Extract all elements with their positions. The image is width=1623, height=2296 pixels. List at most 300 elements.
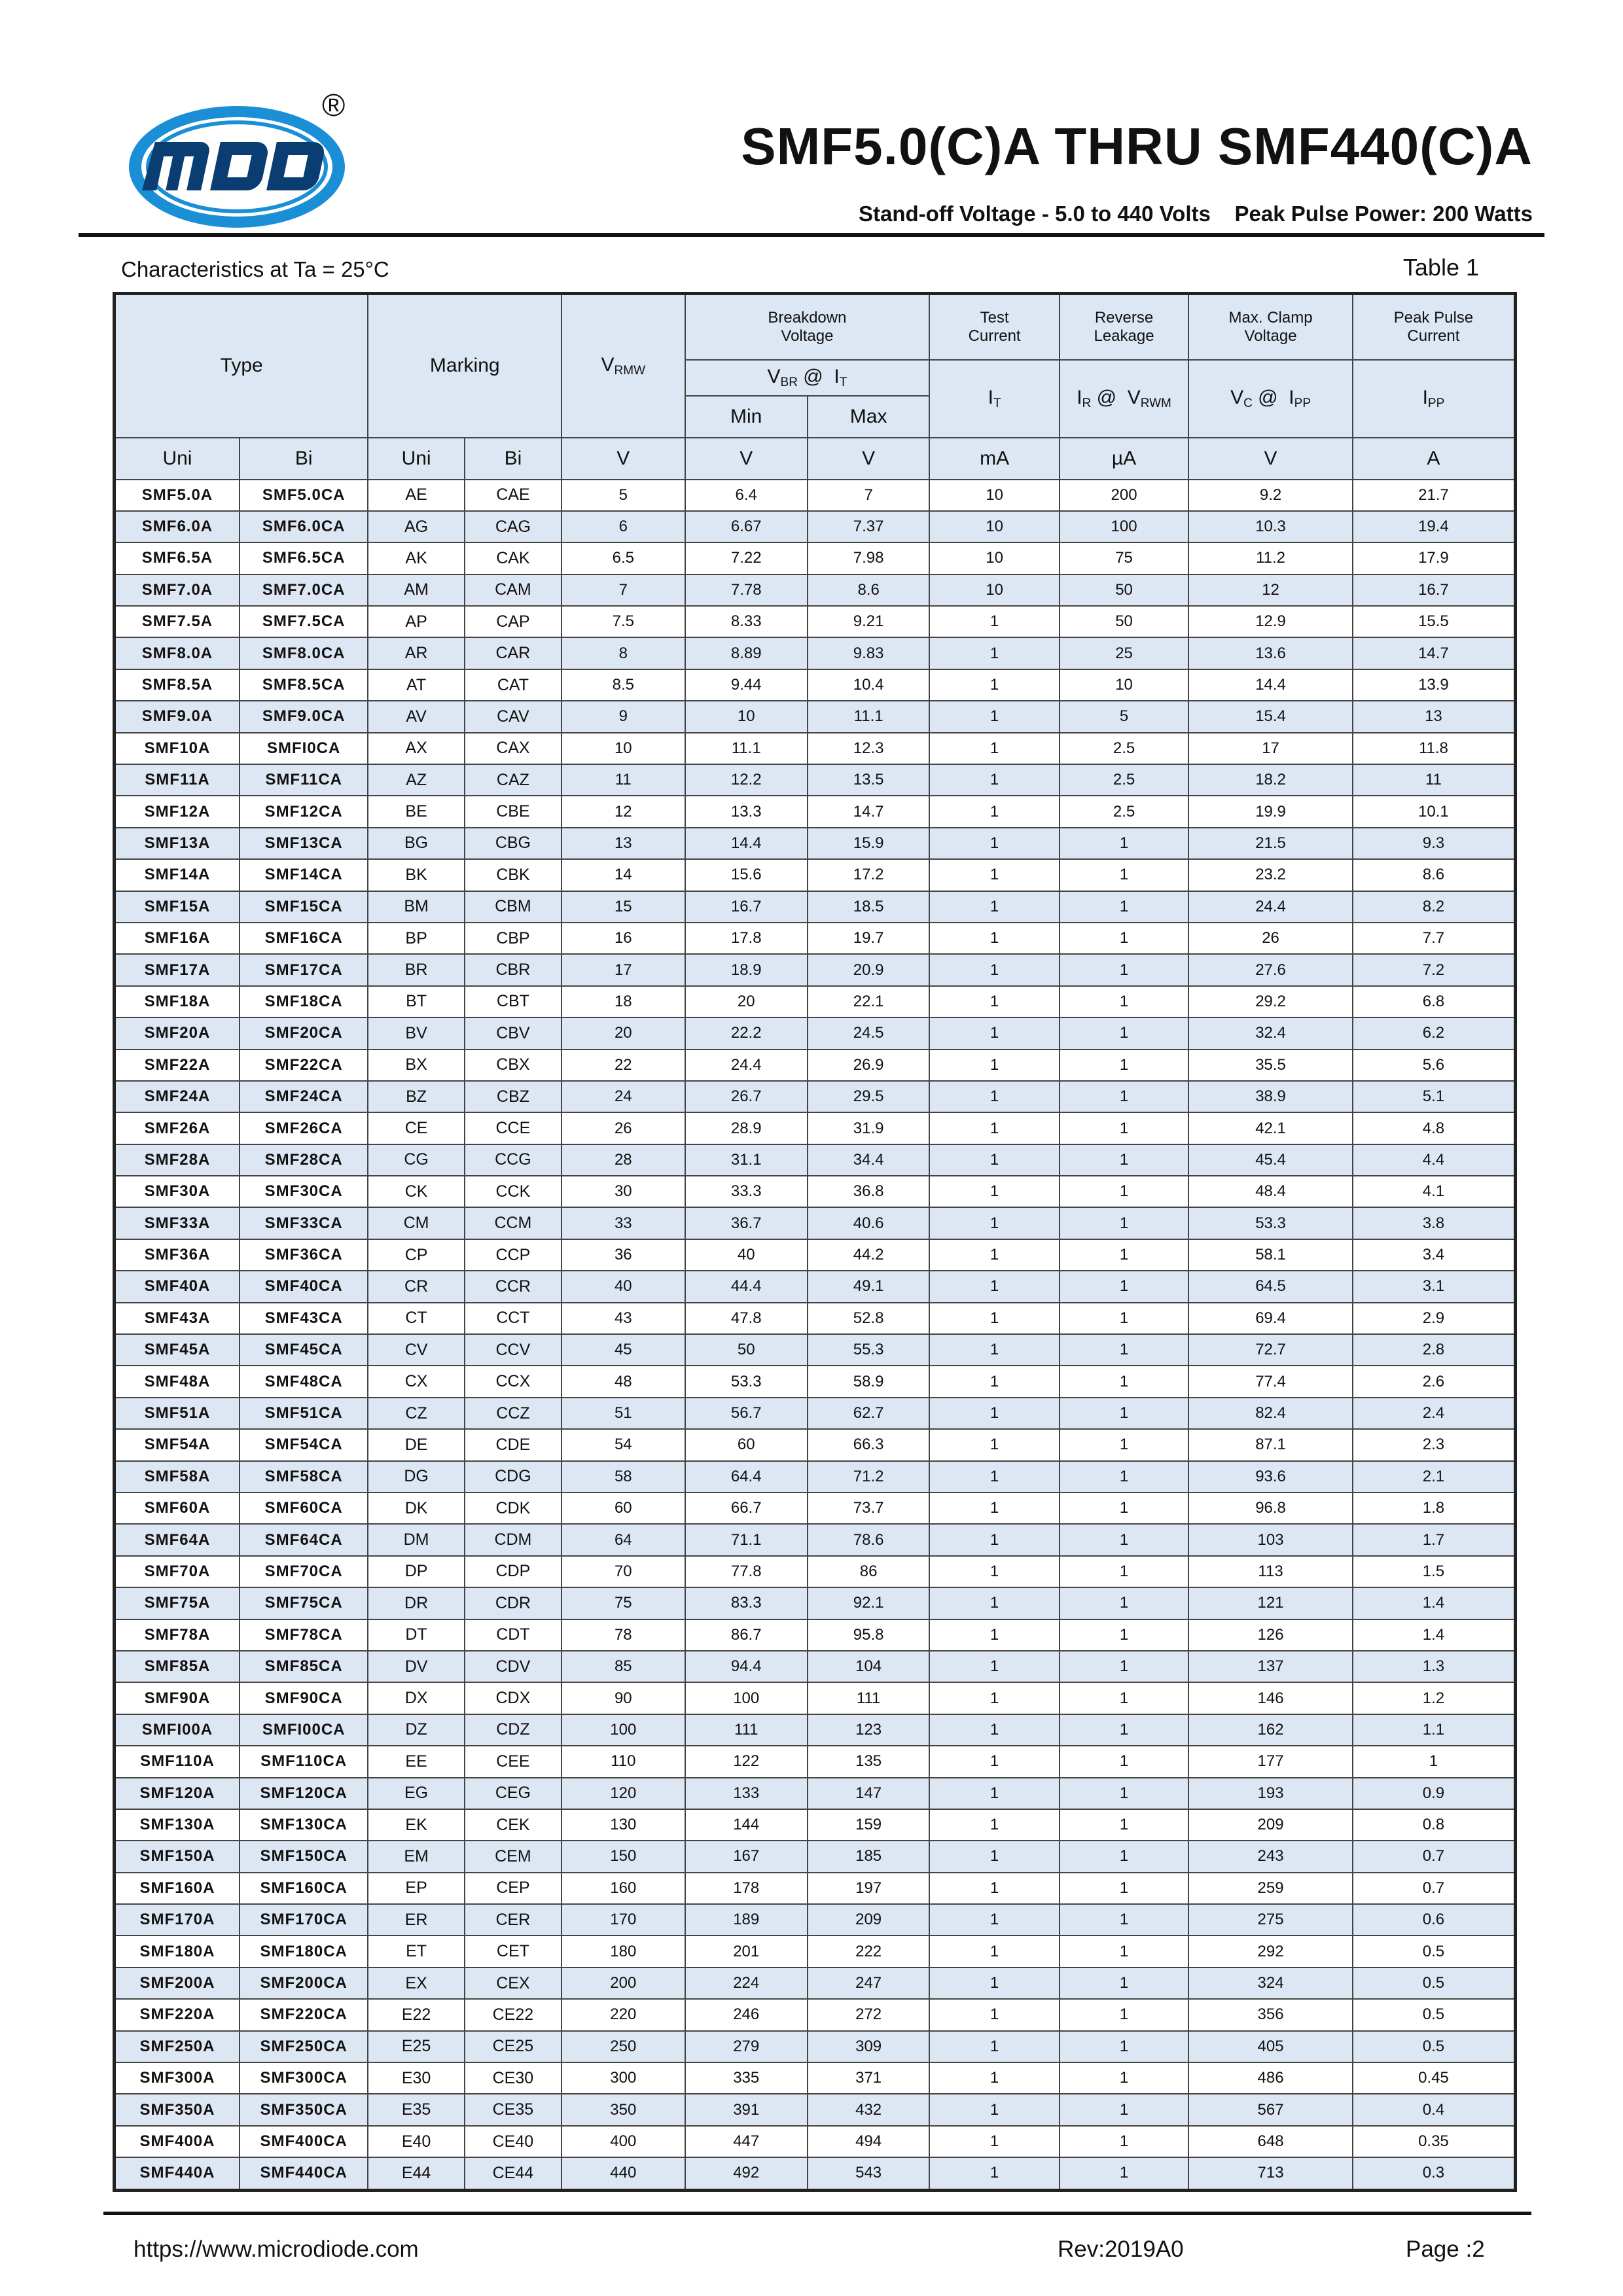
cell-marking-bi: CEK — [465, 1809, 562, 1841]
cell-type-bi: SMF150CA — [240, 1841, 368, 1872]
cell-vbr-min: 8.89 — [685, 637, 808, 669]
cell-marking-bi: CAE — [465, 480, 562, 511]
col-ir-at-vrwm — [1060, 360, 1188, 438]
table-row — [115, 2126, 1516, 2157]
cell-ipp: 1 — [1353, 1746, 1516, 1777]
table-row — [115, 1271, 1516, 1302]
cell-vc: 42.1 — [1188, 1112, 1353, 1144]
unit-uni-marking: Uni — [368, 438, 464, 480]
cell-ipp: 13.9 — [1353, 669, 1516, 701]
unit-vbr-min: V — [685, 438, 808, 480]
cell-vc: 259 — [1188, 1873, 1353, 1904]
table-row — [115, 1651, 1516, 1682]
header-divider — [79, 233, 1544, 237]
cell-it: 1 — [929, 1144, 1059, 1176]
cell-marking-uni: BT — [368, 986, 464, 1017]
col-it — [929, 360, 1059, 438]
cell-it: 1 — [929, 1809, 1059, 1841]
cell-vbr-min: 6.67 — [685, 511, 808, 542]
cell-vrmw: 170 — [562, 1904, 685, 1935]
cell-ipp: 2.1 — [1353, 1461, 1516, 1492]
cell-ir: 1 — [1060, 1968, 1188, 1999]
cell-marking-bi: CAP — [465, 606, 562, 637]
cell-ipp: 17.9 — [1353, 542, 1516, 574]
cell-ir: 1 — [1060, 1524, 1188, 1555]
col-peak-pulse-current: Peak Pulse Current — [1353, 294, 1516, 360]
cell-vbr-max: 73.7 — [808, 1492, 929, 1524]
cell-vrmw: 350 — [562, 2094, 685, 2125]
cell-vbr-min: 17.8 — [685, 923, 808, 954]
cell-vbr-min: 15.6 — [685, 859, 808, 891]
cell-ipp: 2.9 — [1353, 1303, 1516, 1334]
cell-ipp: 0.35 — [1353, 2126, 1516, 2157]
cell-type-bi: SMF7.5CA — [240, 606, 368, 637]
cell-marking-uni: DG — [368, 1461, 464, 1492]
cell-type-uni: SMF51A — [115, 1398, 240, 1429]
cell-type-bi: SMF40CA — [240, 1271, 368, 1302]
cell-marking-uni: DZ — [368, 1714, 464, 1746]
cell-vbr-min: 7.22 — [685, 542, 808, 574]
table-row — [115, 2157, 1516, 2190]
cell-it: 1 — [929, 1429, 1059, 1460]
cell-type-bi: SMF250CA — [240, 2031, 368, 2062]
cell-vc: 45.4 — [1188, 1144, 1353, 1176]
cell-vrmw: 160 — [562, 1873, 685, 1904]
cell-type-uni: SMF58A — [115, 1461, 240, 1492]
cell-type-bi: SMF160CA — [240, 1873, 368, 1904]
table-row — [115, 954, 1516, 985]
cell-vrmw: 7 — [562, 574, 685, 606]
cell-vrmw: 40 — [562, 1271, 685, 1302]
cell-marking-bi: CEP — [465, 1873, 562, 1904]
cell-marking-uni: E44 — [368, 2157, 464, 2190]
cell-marking-uni: CV — [368, 1334, 464, 1366]
cell-marking-bi: CAK — [465, 542, 562, 574]
cell-marking-bi: CE22 — [465, 1999, 562, 2030]
cell-it: 1 — [929, 1904, 1059, 1935]
cell-vrmw: 17 — [562, 954, 685, 985]
cell-vbr-min: 246 — [685, 1999, 808, 2030]
table-caption: Characteristics at Ta = 25°C — [121, 257, 389, 281]
cell-vc: 24.4 — [1188, 891, 1353, 923]
cell-ipp: 8.2 — [1353, 891, 1516, 923]
cell-marking-uni: BE — [368, 796, 464, 827]
cell-marking-uni: E40 — [368, 2126, 464, 2157]
cell-vrmw: 6 — [562, 511, 685, 542]
cell-marking-bi: CEE — [465, 1746, 562, 1777]
cell-marking-bi: CE30 — [465, 2062, 562, 2094]
cell-type-uni: SMF60A — [115, 1492, 240, 1524]
cell-vbr-min: 447 — [685, 2126, 808, 2157]
vrmw-symbol: V — [601, 353, 615, 376]
table-row — [115, 1999, 1516, 2030]
cell-marking-uni: EE — [368, 1746, 464, 1777]
cell-vbr-min: 56.7 — [685, 1398, 808, 1429]
cell-type-uni: SMF15A — [115, 891, 240, 923]
table-row — [115, 1207, 1516, 1239]
cell-ipp: 5.6 — [1353, 1050, 1516, 1081]
cell-ir: 1 — [1060, 1366, 1188, 1397]
cell-vbr-min: 18.9 — [685, 954, 808, 985]
cell-vbr-min: 201 — [685, 1935, 808, 1967]
unit-ir: µA — [1060, 438, 1188, 480]
cell-it: 1 — [929, 1050, 1059, 1081]
cell-marking-uni: DR — [368, 1587, 464, 1619]
col-breakdown-voltage: Breakdown Voltage — [685, 294, 930, 360]
cell-marking-uni: DX — [368, 1682, 464, 1714]
cell-vrmw: 48 — [562, 1366, 685, 1397]
cell-it: 1 — [929, 1935, 1059, 1967]
table-row — [115, 480, 1516, 511]
col-marking: Marking — [368, 294, 562, 438]
vc-ipp-subscript: PP — [1294, 396, 1311, 410]
cell-it: 1 — [929, 764, 1059, 796]
table-row — [115, 1461, 1516, 1492]
cell-type-bi: SMFI00CA — [240, 1714, 368, 1746]
cell-type-bi: SMF13CA — [240, 828, 368, 859]
cell-it: 10 — [929, 574, 1059, 606]
table-row — [115, 1017, 1516, 1049]
cell-vrmw: 24 — [562, 1081, 685, 1112]
cell-vbr-max: 49.1 — [808, 1271, 929, 1302]
cell-ir: 1 — [1060, 1334, 1188, 1366]
cell-marking-bi: CBE — [465, 796, 562, 827]
cell-marking-bi: CAT — [465, 669, 562, 701]
cell-ir: 1 — [1060, 1429, 1188, 1460]
cell-ir: 1 — [1060, 1935, 1188, 1967]
table-row — [115, 2031, 1516, 2062]
cell-it: 1 — [929, 1651, 1059, 1682]
cell-vbr-min: 24.4 — [685, 1050, 808, 1081]
cell-ir: 1 — [1060, 1651, 1188, 1682]
cell-ir: 1 — [1060, 1081, 1188, 1112]
cell-marking-uni: CZ — [368, 1398, 464, 1429]
cell-it: 1 — [929, 1714, 1059, 1746]
cell-vc: 10.3 — [1188, 511, 1353, 542]
cell-ipp: 13 — [1353, 701, 1516, 732]
cell-marking-uni: EK — [368, 1809, 464, 1841]
cell-ir: 1 — [1060, 2126, 1188, 2157]
cell-vbr-max: 11.1 — [808, 701, 929, 732]
cell-marking-uni: AM — [368, 574, 464, 606]
cell-it: 1 — [929, 923, 1059, 954]
cell-marking-uni: BX — [368, 1050, 464, 1081]
cell-vbr-max: 222 — [808, 1935, 929, 1967]
cell-marking-uni: EG — [368, 1778, 464, 1809]
cell-it: 1 — [929, 1556, 1059, 1587]
cell-vrmw: 26 — [562, 1112, 685, 1144]
cell-vbr-max: 92.1 — [808, 1587, 929, 1619]
cell-ir: 2.5 — [1060, 764, 1188, 796]
cell-type-bi: SMF16CA — [240, 923, 368, 954]
cell-marking-bi: CE40 — [465, 2126, 562, 2157]
col-vbr-at-it — [685, 360, 930, 396]
cell-vbr-min: 22.2 — [685, 1017, 808, 1049]
cell-vbr-max: 78.6 — [808, 1524, 929, 1555]
cell-marking-uni: BV — [368, 1017, 464, 1049]
cell-marking-uni: CX — [368, 1366, 464, 1397]
cell-type-uni: SMF5.0A — [115, 480, 240, 511]
table-row — [115, 1398, 1516, 1429]
cell-ir: 1 — [1060, 1112, 1188, 1144]
cell-ipp: 9.3 — [1353, 828, 1516, 859]
cell-it: 1 — [929, 2094, 1059, 2125]
cell-ipp: 4.4 — [1353, 1144, 1516, 1176]
table-body — [115, 480, 1516, 2191]
cell-vbr-min: 66.7 — [685, 1492, 808, 1524]
cell-ipp: 1.1 — [1353, 1714, 1516, 1746]
cell-vc: 292 — [1188, 1935, 1353, 1967]
cell-ir: 1 — [1060, 1303, 1188, 1334]
cell-vrmw: 85 — [562, 1651, 685, 1682]
cell-vbr-max: 13.5 — [808, 764, 929, 796]
cell-ipp: 0.4 — [1353, 2094, 1516, 2125]
cell-type-bi: SMF6.0CA — [240, 511, 368, 542]
cell-vrmw: 8.5 — [562, 669, 685, 701]
cell-type-uni: SMF11A — [115, 764, 240, 796]
cell-vbr-max: 86 — [808, 1556, 929, 1587]
cell-type-bi: SMF5.0CA — [240, 480, 368, 511]
cell-vc: 87.1 — [1188, 1429, 1353, 1460]
registered-mark: ® — [322, 88, 346, 123]
cell-type-uni: SMF6.0A — [115, 511, 240, 542]
cell-type-bi: SMF28CA — [240, 1144, 368, 1176]
cell-ipp: 16.7 — [1353, 574, 1516, 606]
cell-vc: 15.4 — [1188, 701, 1353, 732]
cell-vc: 58.1 — [1188, 1239, 1353, 1271]
cell-type-uni: SMF16A — [115, 923, 240, 954]
cell-ipp: 0.9 — [1353, 1778, 1516, 1809]
cell-type-bi: SMF20CA — [240, 1017, 368, 1049]
cell-vrmw: 45 — [562, 1334, 685, 1366]
cell-ir: 50 — [1060, 574, 1188, 606]
cell-type-uni: SMF64A — [115, 1524, 240, 1555]
cell-ir: 1 — [1060, 1398, 1188, 1429]
cell-vc: 405 — [1188, 2031, 1353, 2062]
cell-marking-bi: CBP — [465, 923, 562, 954]
cell-it: 1 — [929, 1841, 1059, 1872]
cell-marking-bi: CE44 — [465, 2157, 562, 2190]
cell-vc: 53.3 — [1188, 1207, 1353, 1239]
cell-vbr-min: 279 — [685, 2031, 808, 2062]
cell-type-uni: SMF120A — [115, 1778, 240, 1809]
cell-vbr-min: 391 — [685, 2094, 808, 2125]
cell-it: 1 — [929, 1334, 1059, 1366]
cell-marking-uni: CP — [368, 1239, 464, 1271]
cell-vbr-max: 247 — [808, 1968, 929, 1999]
cell-ir: 1 — [1060, 1999, 1188, 2030]
cell-it: 10 — [929, 542, 1059, 574]
cell-ir: 10 — [1060, 669, 1188, 701]
cell-type-uni: SMF8.5A — [115, 669, 240, 701]
cell-vbr-min: 189 — [685, 1904, 808, 1935]
cell-vbr-min: 8.33 — [685, 606, 808, 637]
cell-vbr-min: 40 — [685, 1239, 808, 1271]
cell-ipp: 2.4 — [1353, 1398, 1516, 1429]
cell-marking-uni: AG — [368, 511, 464, 542]
cell-it: 1 — [929, 1587, 1059, 1619]
vrmw-subscript: RMW — [614, 363, 646, 378]
cell-marking-uni: AE — [368, 480, 464, 511]
cell-type-uni: SMF14A — [115, 859, 240, 891]
cell-it: 1 — [929, 1968, 1059, 1999]
cell-vc: 13.6 — [1188, 637, 1353, 669]
table-row — [115, 733, 1516, 764]
cell-marking-uni: BP — [368, 923, 464, 954]
table-row — [115, 986, 1516, 1017]
cell-type-bi: SMF43CA — [240, 1303, 368, 1334]
cell-ipp: 15.5 — [1353, 606, 1516, 637]
cell-vbr-max: 19.7 — [808, 923, 929, 954]
cell-marking-uni: BR — [368, 954, 464, 985]
cell-vbr-max: 272 — [808, 1999, 929, 2030]
cell-vbr-min: 44.4 — [685, 1271, 808, 1302]
ipp-subscript: PP — [1427, 396, 1445, 410]
table-row — [115, 1303, 1516, 1334]
cell-vbr-max: 95.8 — [808, 1619, 929, 1651]
cell-marking-bi: CER — [465, 1904, 562, 1935]
cell-it: 1 — [929, 828, 1059, 859]
table-row — [115, 1778, 1516, 1809]
cell-marking-bi: CDK — [465, 1492, 562, 1524]
cell-ipp: 0.3 — [1353, 2157, 1516, 2190]
col-vc-at-ipp — [1188, 360, 1353, 438]
cell-it: 1 — [929, 954, 1059, 985]
cell-marking-bi: CDP — [465, 1556, 562, 1587]
cell-ir: 5 — [1060, 701, 1188, 732]
cell-vc: 126 — [1188, 1619, 1353, 1651]
cell-type-uni: SMF110A — [115, 1746, 240, 1777]
cell-marking-bi: CCK — [465, 1176, 562, 1207]
cell-vbr-max: 14.7 — [808, 796, 929, 827]
cell-type-bi: SMF60CA — [240, 1492, 368, 1524]
footer-divider — [103, 2212, 1531, 2215]
cell-vbr-max: 22.1 — [808, 986, 929, 1017]
table-row — [115, 1619, 1516, 1651]
cell-ir: 1 — [1060, 1587, 1188, 1619]
cell-marking-uni: AP — [368, 606, 464, 637]
cell-ir: 1 — [1060, 1778, 1188, 1809]
cell-ir: 1 — [1060, 2157, 1188, 2190]
cell-marking-bi: CEX — [465, 1968, 562, 1999]
vc-subscript: C — [1243, 396, 1253, 410]
cell-vbr-max: 123 — [808, 1714, 929, 1746]
cell-vbr-max: 12.3 — [808, 733, 929, 764]
cell-vc: 12.9 — [1188, 606, 1353, 637]
cell-type-uni: SMF250A — [115, 2031, 240, 2062]
cell-it: 1 — [929, 1366, 1059, 1397]
cell-ir: 1 — [1060, 1176, 1188, 1207]
cell-vrmw: 15 — [562, 891, 685, 923]
cell-vbr-min: 36.7 — [685, 1207, 808, 1239]
cell-vbr-min: 20 — [685, 986, 808, 1017]
cell-ir: 1 — [1060, 2031, 1188, 2062]
unit-bi-type: Bi — [240, 438, 368, 480]
cell-it: 1 — [929, 2031, 1059, 2062]
cell-vrmw: 22 — [562, 1050, 685, 1081]
cell-type-bi: SMF22CA — [240, 1050, 368, 1081]
cell-it: 1 — [929, 2126, 1059, 2157]
cell-ir: 1 — [1060, 1682, 1188, 1714]
cell-ipp: 2.8 — [1353, 1334, 1516, 1366]
cell-vrmw: 54 — [562, 1429, 685, 1460]
cell-it: 10 — [929, 480, 1059, 511]
ir-at-v: @ V — [1091, 386, 1141, 408]
cell-it: 1 — [929, 1017, 1059, 1049]
cell-marking-uni: AR — [368, 637, 464, 669]
cell-ir: 1 — [1060, 1461, 1188, 1492]
cell-vrmw: 200 — [562, 1968, 685, 1999]
table-row — [115, 796, 1516, 827]
table-number: Table 1 — [1402, 254, 1479, 281]
cell-vrmw: 30 — [562, 1176, 685, 1207]
cell-marking-bi: CBG — [465, 828, 562, 859]
table-row — [115, 2062, 1516, 2094]
cell-type-uni: SMFI00A — [115, 1714, 240, 1746]
cell-vbr-min: 335 — [685, 2062, 808, 2094]
cell-vrmw: 400 — [562, 2126, 685, 2157]
unit-ipp: A — [1353, 438, 1516, 480]
cell-it: 1 — [929, 1873, 1059, 1904]
cell-type-bi: SMF12CA — [240, 796, 368, 827]
cell-marking-uni: BG — [368, 828, 464, 859]
cell-ipp: 7.7 — [1353, 923, 1516, 954]
cell-it: 1 — [929, 1492, 1059, 1524]
cell-vbr-min: 167 — [685, 1841, 808, 1872]
table-row — [115, 1968, 1516, 1999]
unit-vc: V — [1188, 438, 1353, 480]
cell-vbr-max: 26.9 — [808, 1050, 929, 1081]
cell-vrmw: 300 — [562, 2062, 685, 2094]
cell-vbr-max: 111 — [808, 1682, 929, 1714]
table-row — [115, 764, 1516, 796]
cell-vbr-max: 147 — [808, 1778, 929, 1809]
cell-ipp: 0.7 — [1353, 1873, 1516, 1904]
cell-vc: 27.6 — [1188, 954, 1353, 985]
cell-vbr-max: 58.9 — [808, 1366, 929, 1397]
cell-vc: 29.2 — [1188, 986, 1353, 1017]
cell-ipp: 6.2 — [1353, 1017, 1516, 1049]
cell-vbr-max: 18.5 — [808, 891, 929, 923]
cell-ipp: 1.2 — [1353, 1682, 1516, 1714]
cell-marking-bi: CAV — [465, 701, 562, 732]
cell-type-uni: SMF30A — [115, 1176, 240, 1207]
cell-marking-uni: E35 — [368, 2094, 464, 2125]
cell-vrmw: 9 — [562, 701, 685, 732]
cell-type-bi: SMF48CA — [240, 1366, 368, 1397]
cell-it: 1 — [929, 669, 1059, 701]
cell-type-uni: SMF400A — [115, 2126, 240, 2157]
cell-marking-bi: CEG — [465, 1778, 562, 1809]
col-vbr-min: Min — [685, 396, 808, 438]
cell-vrmw: 100 — [562, 1714, 685, 1746]
document-title: SMF5.0(C)A THRU SMF440(C)A — [741, 117, 1533, 175]
cell-vc: 713 — [1188, 2157, 1353, 2190]
cell-ir: 1 — [1060, 2094, 1188, 2125]
cell-type-bi: SMF8.0CA — [240, 637, 368, 669]
table-row — [115, 1841, 1516, 1872]
cell-ipp: 0.6 — [1353, 1904, 1516, 1935]
cell-vbr-max: 44.2 — [808, 1239, 929, 1271]
vbr-symbol: V — [767, 365, 781, 387]
cell-vbr-min: 12.2 — [685, 764, 808, 796]
characteristics-table — [113, 292, 1517, 2192]
cell-vbr-max: 62.7 — [808, 1398, 929, 1429]
cell-it: 1 — [929, 637, 1059, 669]
cell-it: 1 — [929, 1999, 1059, 2030]
table-row — [115, 511, 1516, 542]
table-row — [115, 1334, 1516, 1366]
